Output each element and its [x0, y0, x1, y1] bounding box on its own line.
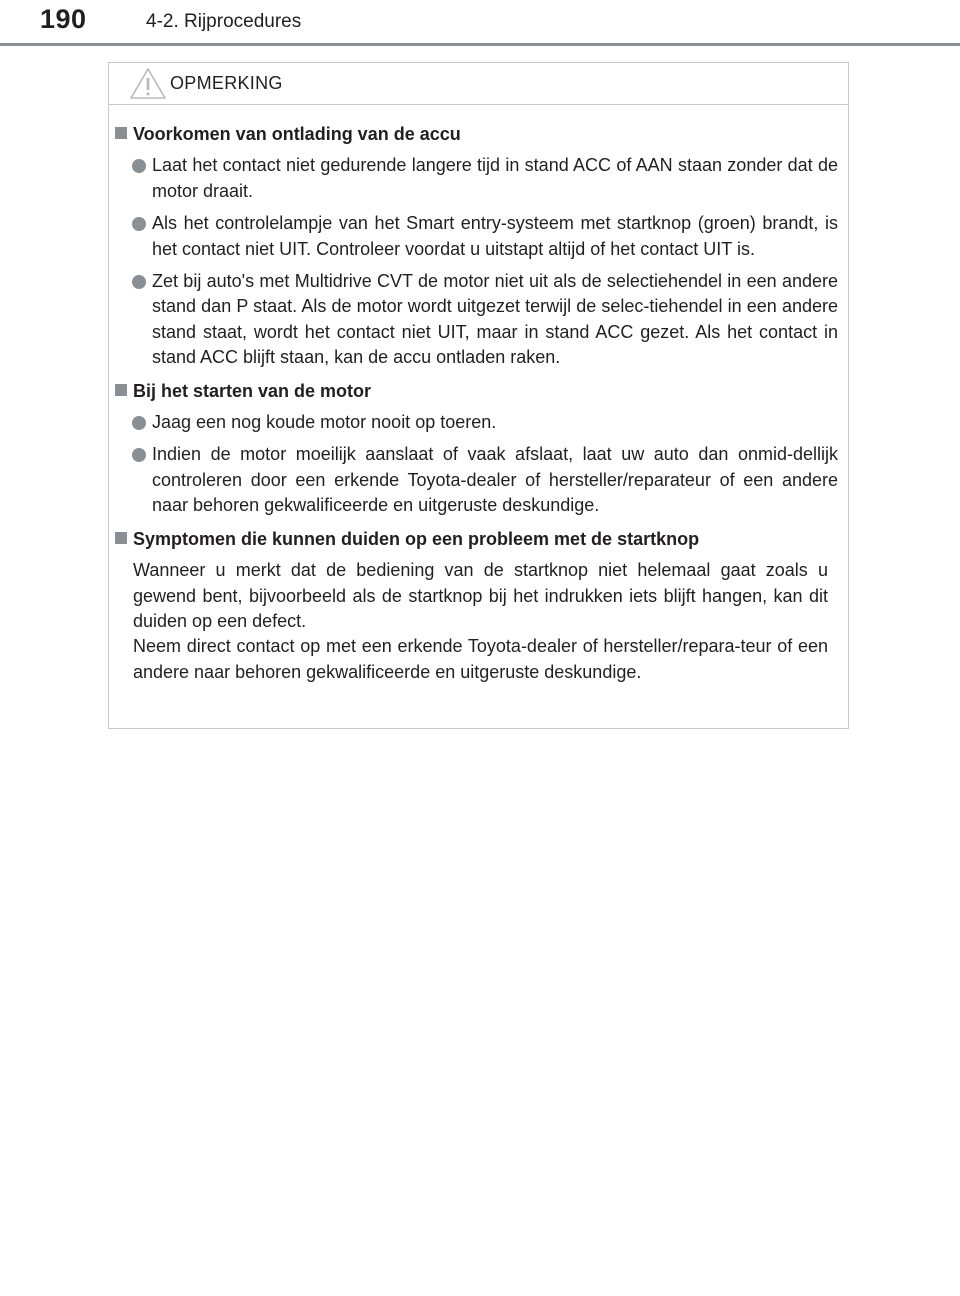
page-header: [0, 0, 960, 48]
list-item-text: Jaag een nog koude motor nooit op toeren.: [152, 412, 497, 433]
list-item: [132, 153, 838, 204]
round-bullet-icon: [132, 159, 146, 173]
page-number: 190: [40, 4, 87, 34]
notice-header: [109, 63, 848, 105]
list-item: [132, 211, 838, 262]
round-bullet-icon: [132, 448, 146, 462]
topic-heading-text: Bij het starten van de motor: [133, 380, 372, 401]
notice-body: [109, 105, 848, 685]
paragraph: [133, 558, 828, 685]
list-item: [132, 269, 838, 371]
list-item-text: Laat het contact niet gedurende langere tijd in stand ACC of AAN staan zonder dat de motor draait.: [152, 155, 838, 201]
round-bullet-icon: [132, 416, 146, 430]
topic-start-button-symptoms: [115, 527, 838, 685]
paragraph-text: Neem direct contact op met een erkende Toyota-dealer of hersteller/repara-teur of een andere naar behoren gekwalificeerde en uitgeruste deskundige.: [133, 636, 828, 682]
square-bullet-icon: [115, 532, 127, 544]
topic-heading: [115, 379, 838, 404]
round-bullet-icon: [132, 275, 146, 289]
list-item: [132, 442, 838, 518]
notice-box: [108, 62, 849, 729]
warning-triangle-icon: [129, 67, 167, 100]
square-bullet-icon: [115, 127, 127, 139]
list-item: [132, 410, 838, 435]
paragraph-text: Wanneer u merkt dat de bediening van de startknop niet helemaal gaat zoals u gewend bent, bijvoorbeeld als de startknop bij het indrukken iets blijft hangen, kan dit duiden op een defect.: [133, 560, 828, 631]
square-bullet-icon: [115, 384, 127, 396]
header-rule: [0, 43, 960, 46]
topic-battery-discharge: [115, 122, 838, 371]
topic-heading: [115, 122, 838, 147]
notice-title: OPMERKING: [170, 73, 283, 93]
topic-heading-text: Voorkomen van ontlading van de accu: [133, 124, 461, 144]
list-item-text: Als het controlelampje van het Smart entry-systeem met startknop (groen) brandt, is het contact niet UIT. Controleer voordat u uitstapt altijd of het contact UIT is.: [152, 213, 838, 259]
topic-starting-engine: [115, 379, 838, 519]
topic-heading-text: Symptomen die kunnen duiden op een probleem met de startknop: [133, 528, 700, 549]
topic-heading: [115, 527, 838, 552]
round-bullet-icon: [132, 217, 146, 231]
section-title: 4-2. Rijprocedures: [146, 11, 302, 32]
list-item-text: Indien de motor moeilijk aanslaat of vaak afslaat, laat uw auto dan onmid-dellijk controleren door een erkende Toyota-dealer of hersteller/reparateur of een andere naar behoren gekwalificeerde en uitgeruste deskundige.: [152, 444, 838, 516]
list-item-text: Zet bij auto's met Multidrive CVT de motor niet uit als de selectiehendel in een andere stand dan P staat. Als de motor wordt uitgezet terwijl de selec-tiehendel in een andere stand staat, wordt het contact niet UIT, maar in stand ACC gezet. Als het contact in stand ACC blijft staan, kan de accu ontladen raken.: [152, 271, 838, 368]
